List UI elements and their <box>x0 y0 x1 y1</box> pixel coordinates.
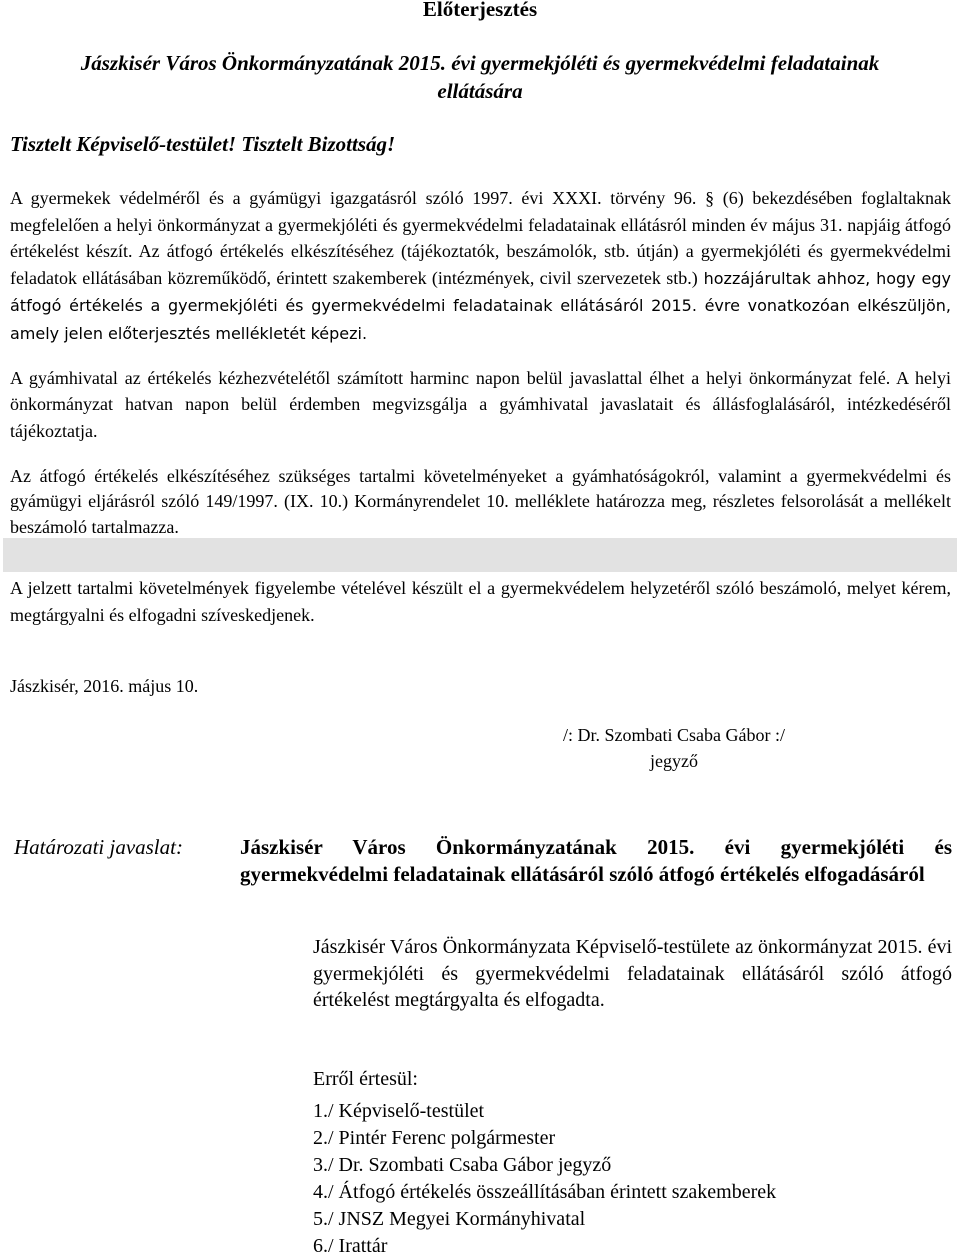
paragraph-legal-basis-serif: A gyermekek védelméről és a gyámügyi igazgatásról szóló 1997. évi XXXI. törvény 96. § (6) bekezdésében foglaltaknak megfelelően a helyi önkormányzat a gyermekjóléti és gyermekvédelmi feladatainak ellátásról minden év május 31. napjáig átfogó értékelést készít. Az átfogó értékelés elkészítéséhez (tájékoztatók, beszámolók, stb. útján) a gyermekjóléti és gyermekvédelmi feladatok ellátásában közreműködő, érintett szakemberek (intézmények, civil szervezetek stb.) <box>10 188 951 288</box>
signature-block <box>563 722 785 774</box>
list-item: 4./ Átfogó értékelés összeállításában érintett szakemberek <box>313 1181 777 1203</box>
paragraph-request: A jelzett tartalmi követelmények figyelembe vételével készült el a gyermekvédelem helyzetéről szóló beszámoló, melyet kérem, megtárgyalni és elfogadni szíveskedjenek. <box>10 578 951 625</box>
greeting: Tisztelt Képviselő-testület! Tisztelt Bizottság! <box>10 132 396 156</box>
dateline: Jászkisér, 2016. május 10. <box>10 676 199 696</box>
paragraph-guardianship: A gyámhivatal az értékelés kézhezvételétől számított harminc napon belül javaslattal élhet a helyi önkormányzat felé. A helyi önkormányzat hatvan napon belül érdemben megvizsgálja a gyámhivatal javaslatait és állásfoglalásáról, intézkedéséről tájékoztatja. <box>10 368 951 441</box>
notify-list <box>313 1098 776 1260</box>
document-subtitle <box>20 49 940 105</box>
decision-text: Jászkisér Város Önkormányzata Képviselő-testülete az önkormányzat 2015. évi gyermekjóléti és gyermekvédelmi feladatainak ellátásáról szóló átfogó értékelést megtárgyalta és elfogadta. <box>313 936 952 1011</box>
document-title: Előterjesztés <box>422 0 538 21</box>
list-item: 2./ Pintér Ferenc polgármester <box>313 1127 556 1149</box>
signature-name: /: Dr. Szombati Csaba Gábor :/ <box>563 725 785 745</box>
paragraph-legal-basis <box>10 185 951 348</box>
list-item: 6./ Irattár <box>313 1235 388 1257</box>
resolution-label: Határozati javaslat: <box>14 835 183 859</box>
list-item: 3./ Dr. Szombati Csaba Gábor jegyző <box>313 1154 612 1176</box>
paragraph-requirements: Az átfogó értékelés elkészítéséhez szükséges tartalmi követelményeket a gyámhatóságokról, valamint a gyermekvédelmi és gyámügyi eljárásról szóló 149/1997. (IX. 10.) Kormányrendelet 10. melléklete határozza meg, részletes felsorolását a mellékelt beszámoló tartalmazza. <box>10 466 951 537</box>
resolution-title: Jászkisér Város Önkormányzatának 2015. évi gyermekjóléti és gyermekvédelmi feladatainak ellátásáról szóló átfogó értékelés elfogadásáról <box>240 835 952 886</box>
list-item: 5./ JNSZ Megyei Kormányhivatal <box>313 1208 586 1230</box>
subtitle-line-1: Jászkisér Város Önkormányzatának 2015. évi gyermekjóléti és gyermekvédelmi feladatainak <box>80 51 880 75</box>
subtitle-line-2: ellátására <box>437 79 523 103</box>
notify-heading: Erről értesül: <box>313 1068 418 1090</box>
paragraph-legal-basis-sans: hozzájárultak ahhoz, hogy egy átfogó értékelés a gyermekjóléti és gyermekvédelmi feladatainak ellátásáról 2015. évre vonatkozóan elkészüljön, amely jelen előterjesztés mellékletét képezi. <box>10 268 951 343</box>
list-item: 1./ Képviselő-testület <box>313 1100 485 1122</box>
gray-divider-bar <box>3 538 957 572</box>
signature-title: jegyző <box>649 751 698 771</box>
